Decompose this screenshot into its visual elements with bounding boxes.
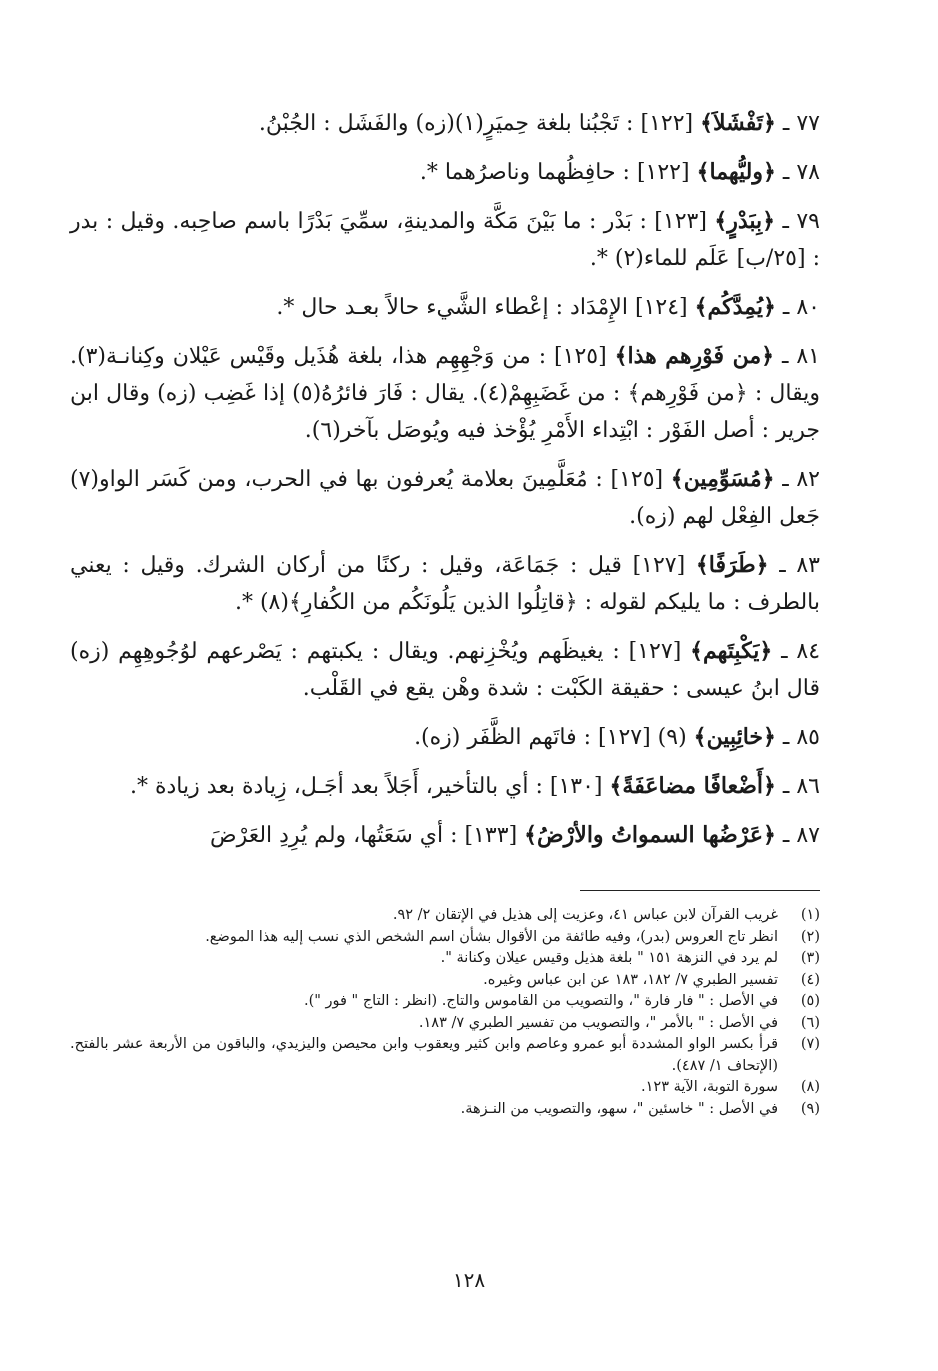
footnote-text: انظر تاج العروس (بدر)، وفيه طائفة من الأقوال بشأن اسم الشخص الذي نسب إليه هذا الموضع.	[205, 928, 778, 945]
entry-text: : مُعَلَّمِينَ بعلامة يُعرفون بها في الحرب، ومن كَسَر الواو(٧) جَعل الفِعْل لهم (زه).	[70, 467, 820, 529]
entry-verse-ref: [١٢٧]	[632, 553, 686, 578]
page-body	[70, 105, 820, 1120]
footnote-6	[70, 1013, 820, 1035]
entry-verse-ref: [١٢٥]	[554, 344, 607, 369]
footnote-text: في الأصل : " بالأمر "، والتصويب من تفسير الطبري ٧/ ١٨٣.	[418, 1014, 778, 1031]
entry-word: ﴿طَرَفًا﴾	[695, 552, 769, 578]
footnote-text: في الأصل : " خاسئين "، سهو، والتصويب من النـزهة.	[460, 1100, 778, 1117]
entry-text: : يغيظَهم ويُخْزِنهم. ويقال : يكبتهم : يَصْرعهم لوُجُوهِهِم (زه) قال ابنُ عيسى : حقيقة الكَبْت : شدة وهْن يقع في القَلْب.	[70, 639, 820, 701]
entry-number: ٨٧ ـ	[782, 823, 820, 848]
footnote-text: في الأصل : " فار فارة "، والتصويب من القاموس والتاج. (انظر : التاج " فور ").	[303, 993, 778, 1009]
entry-word: ﴿يُمِدَّكُم﴾	[694, 294, 776, 320]
entry-verse-ref: [١٢٤]	[634, 295, 688, 320]
entry-verse-ref: [١٢٢]	[640, 111, 694, 136]
entry-text: : فاتَهم الظَّفَر (زه).	[414, 725, 592, 750]
entry-text: : أي بالتأخير، أَجَلاً بعد أجَـل، زِيادة بعد زيادة *.	[129, 774, 543, 799]
entry-number: ٧٩ ـ	[782, 209, 820, 234]
footnote-text: لم يرد في النزهة ١٥١ " بلغة هذيل وقيس عيلان وكنانة ".	[440, 950, 778, 966]
footnote-divider	[580, 890, 820, 891]
footnote-text: قرأ بكسر الواو المشددة أبو عمرو وعاصم وابن كثير ويعقوب وابن محيصن واليزيدي، والباقون من الأربعة عشر بالفتح. (الإتحاف ١/ ٤٨٧).	[70, 1036, 778, 1074]
footnote-8	[70, 1077, 820, 1099]
entry-81	[70, 338, 820, 449]
entry-text: : أي سَعَتُها، ولم يُرِدِ العَرْضَ	[209, 823, 458, 848]
entry-number: ٨٥ ـ	[782, 725, 820, 750]
entry-text: : تَجْبُنا بلغة حِميَرٍ(١)(زه) والفَشَل : الجُبْنُ.	[258, 111, 634, 136]
entry-word: ﴿أَضْعافًا مضاعَفَةً﴾	[609, 773, 776, 799]
footnote-5	[70, 991, 820, 1013]
footnote-1	[70, 905, 820, 927]
footnote-number: (٧)	[800, 1036, 820, 1052]
entry-text: الإِمْدَاد : إعْطاء الشَّيء حالاً بعـد حال *.	[276, 295, 628, 320]
entry-number: ٧٨ ـ	[782, 160, 820, 185]
entry-word: ﴿تَفْشَلاَ﴾	[700, 110, 776, 136]
entry-78	[70, 154, 820, 191]
footnote-number: (٢)	[800, 928, 820, 945]
entry-verse-ref: [١٣٠]	[549, 774, 603, 799]
entry-text: : من وَجْهِهِم هذا، بلغة هُذَيل وقَيْس عَيْلان وكِنانـة(٣). ويقال : ﴿من فَوْرِهم﴾ : من غَضَبِهِمْ(٤). يقال : فَارَ فائرُهُ(٥) إذا غَضِب (زه) وقال ابن جرير : أصل الفَوْر : ابْتِداء الأَمْرِ يُؤْخذ فيه ويُوصَل بآخر(٦).	[70, 344, 820, 443]
entry-82	[70, 461, 820, 535]
entry-word: ﴿وليُّهما﴾	[696, 159, 776, 185]
entry-verse-ref: [١٢٣]	[654, 209, 707, 234]
entry-text: : حافِظُهما وناصرُهما *.	[419, 160, 630, 185]
entry-80	[70, 289, 820, 326]
entry-verse-ref: [١٣٣]	[464, 823, 518, 848]
footnote-number: (٩)	[800, 1100, 820, 1117]
entry-number: ٨٠ ـ	[782, 295, 820, 320]
entry-87	[70, 817, 820, 854]
entry-86	[70, 768, 820, 805]
entry-word: ﴿يَكْبِتَهم﴾	[690, 638, 773, 664]
entry-verse-ref: [١٢٢]	[636, 160, 690, 185]
entry-number: ٨٢ ـ	[782, 467, 820, 492]
footnote-number: (٥)	[800, 993, 820, 1009]
footnote-9	[70, 1099, 820, 1121]
entries-list	[70, 105, 820, 854]
entry-verse-ref: [١٢٧]	[628, 639, 682, 664]
footnote-text: سورة التوبة، الآية ١٢٣.	[641, 1079, 778, 1095]
footnote-2	[70, 927, 820, 949]
entry-word: ﴿خائِبِين﴾	[693, 724, 776, 750]
entry-number: ٨١ ـ	[781, 344, 820, 369]
footnote-number: (١)	[800, 907, 820, 923]
entry-79	[70, 203, 820, 277]
entry-text: قيل : جَمَاعَة، وقيل : ركنًا من أركان الشرك. وقيل : يعني بالطرف : ما يليكم لقوله : ﴿قاتِلُوا الذين يَلُونَكُم من الكُفارِ﴾(٨) *.	[70, 553, 820, 615]
footnote-number: (٨)	[800, 1079, 820, 1095]
footnotes-list	[70, 905, 820, 1120]
entry-84	[70, 633, 820, 707]
footnote-7	[70, 1034, 820, 1077]
footnote-number: (٣)	[800, 950, 820, 966]
entry-verse-ref: [١٢٥]	[610, 467, 664, 492]
entry-number: ٨٣ ـ	[779, 553, 820, 578]
entry-77	[70, 105, 820, 142]
footnote-4	[70, 970, 820, 992]
entry-word: ﴿عَرْضُها السمواتُ والأرْضُ﴾	[524, 822, 776, 848]
footnote-number: (٦)	[800, 1014, 820, 1031]
entry-word: ﴿من فَوْرِهم هذا﴾	[614, 343, 775, 369]
entry-verse-ref: (٩) [١٢٧]	[598, 725, 687, 750]
entry-text: : بَدْر : ما بَيْنَ مَكَّة والمدينةِ، سمِّيَ بَدْرًا باسم صاحِبه. وقيل : بدر : [٢٥/ب] عَلَم للماء(٢) *.	[70, 209, 820, 271]
footnote-number: (٤)	[800, 971, 820, 988]
entry-word: ﴿بِبَدْرٍ﴾	[714, 208, 776, 234]
footnote-text: تفسير الطبري ٧/ ١٨٢، ١٨٣ عن ابن عباس وغيره.	[483, 971, 778, 988]
page-number: ١٢٨	[452, 1268, 486, 1292]
entry-word: ﴿مُسَوِّمِين﴾	[670, 466, 775, 492]
entry-number: ٨٦ ـ	[782, 774, 820, 799]
entry-number: ٧٧ ـ	[782, 111, 820, 136]
entry-number: ٨٤ ـ	[781, 639, 821, 664]
entry-83	[70, 547, 820, 621]
entry-85	[70, 719, 820, 756]
footnote-3	[70, 948, 820, 970]
footnote-text: غريب القرآن لابن عباس ٤١، وعزيت إلى هذيل في الإتقان ٢/ ٩٢.	[392, 907, 778, 923]
